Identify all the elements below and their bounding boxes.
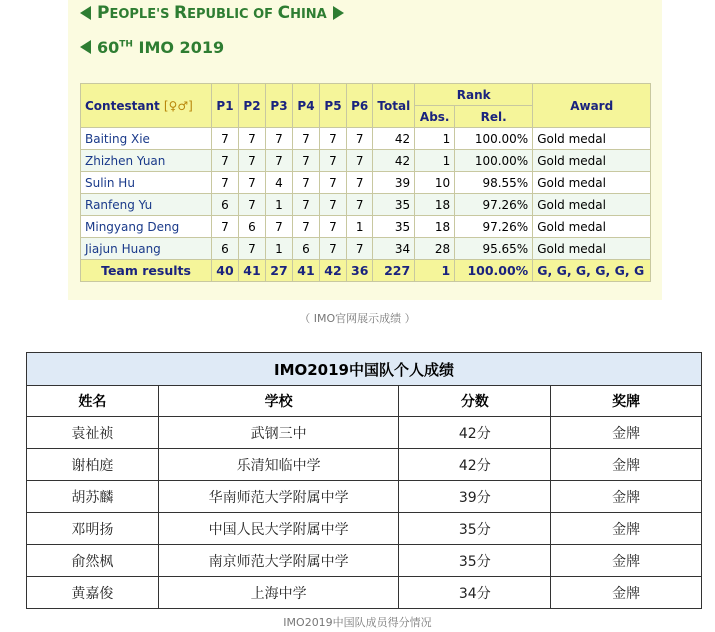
contestant-header[interactable]: Contestant [♀♂]	[81, 84, 212, 128]
score-cell: 1	[266, 194, 293, 216]
team-score-cell: 27	[266, 260, 293, 282]
school-name: 上海中学	[158, 577, 399, 609]
table-row	[27, 449, 702, 481]
imo-results-table	[80, 83, 651, 282]
rel-rank-cell: 95.65%	[455, 238, 533, 260]
table-row	[27, 481, 702, 513]
rank-header: Rank	[415, 84, 533, 106]
total-cell: 42	[373, 150, 415, 172]
score-cell: 6	[239, 216, 266, 238]
score-cell: 6	[212, 238, 239, 260]
score-value: 42分	[399, 417, 551, 449]
medal-column-header: 奖牌	[551, 386, 702, 417]
score-cell: 7	[320, 128, 347, 150]
arrow-left-icon[interactable]	[80, 40, 91, 54]
score-cell: 4	[266, 172, 293, 194]
team-abs-rank-cell: 1	[415, 260, 455, 282]
student-name: 袁祉祯	[27, 417, 159, 449]
score-cell: 7	[266, 128, 293, 150]
student-name: 胡苏麟	[27, 481, 159, 513]
score-value: 42分	[399, 449, 551, 481]
award-header[interactable]: Award	[533, 84, 651, 128]
table-row	[81, 216, 651, 238]
team-total-cell: 227	[373, 260, 415, 282]
p3-header[interactable]: P3	[266, 84, 293, 128]
score-cell: 6	[212, 194, 239, 216]
school-name: 乐清知临中学	[158, 449, 399, 481]
score-value: 39分	[399, 481, 551, 513]
country-nav[interactable]	[80, 2, 344, 24]
student-name: 邓明扬	[27, 513, 159, 545]
p2-header[interactable]: P2	[239, 84, 266, 128]
abs-rank-cell: 28	[415, 238, 455, 260]
student-name: 俞然枫	[27, 545, 159, 577]
score-cell: 7	[239, 238, 266, 260]
score-cell: 7	[266, 150, 293, 172]
table-row	[81, 128, 651, 150]
team-award-cell: G, G, G, G, G, G	[533, 260, 651, 282]
team-score-cell: 36	[347, 260, 373, 282]
medal-value: 金牌	[551, 449, 702, 481]
abs-rank-cell: 18	[415, 216, 455, 238]
score-value: 35分	[399, 545, 551, 577]
rel-rank-header[interactable]: Rel.	[455, 106, 533, 128]
team-results-label: Team results	[81, 260, 212, 282]
score-cell: 7	[266, 216, 293, 238]
rel-rank-cell: 100.00%	[455, 128, 533, 150]
table-row	[27, 545, 702, 577]
arrow-right-icon[interactable]	[333, 6, 344, 20]
rel-rank-cell: 97.26%	[455, 194, 533, 216]
score-value: 35分	[399, 513, 551, 545]
award-cell: Gold medal	[533, 194, 651, 216]
team-score-cell: 41	[239, 260, 266, 282]
team-rel-rank-cell: 100.00%	[455, 260, 533, 282]
school-name: 中国人民大学附属中学	[158, 513, 399, 545]
table-row	[81, 238, 651, 260]
table-row	[27, 417, 702, 449]
rel-rank-cell: 100.00%	[455, 150, 533, 172]
award-cell: Gold medal	[533, 150, 651, 172]
award-cell: Gold medal	[533, 238, 651, 260]
total-cell: 42	[373, 128, 415, 150]
gender-filter[interactable]: [♀♂]	[163, 98, 193, 113]
score-value: 34分	[399, 577, 551, 609]
score-cell: 1	[347, 216, 373, 238]
medal-value: 金牌	[551, 417, 702, 449]
score-cell: 7	[347, 172, 373, 194]
country-title[interactable]: PEOPLE'S REPUBLIC OF CHINA	[97, 3, 327, 23]
score-cell: 7	[239, 150, 266, 172]
score-cell: 7	[293, 172, 320, 194]
score-cell: 7	[320, 194, 347, 216]
score-cell: 6	[293, 238, 320, 260]
score-cell: 7	[239, 128, 266, 150]
team-score-cell: 42	[320, 260, 347, 282]
contestant-name[interactable]: Ranfeng Yu	[81, 194, 212, 216]
total-cell: 34	[373, 238, 415, 260]
medal-value: 金牌	[551, 545, 702, 577]
cn-results-table	[26, 352, 702, 609]
rel-rank-cell: 98.55%	[455, 172, 533, 194]
award-cell: Gold medal	[533, 172, 651, 194]
student-name: 谢柏庭	[27, 449, 159, 481]
score-cell: 7	[239, 194, 266, 216]
medal-value: 金牌	[551, 481, 702, 513]
score-cell: 7	[320, 216, 347, 238]
medal-value: 金牌	[551, 513, 702, 545]
score-cell: 7	[347, 238, 373, 260]
score-cell: 7	[320, 238, 347, 260]
award-cell: Gold medal	[533, 216, 651, 238]
school-name: 南京师范大学附属中学	[158, 545, 399, 577]
team-score-cell: 41	[293, 260, 320, 282]
award-cell: Gold medal	[533, 128, 651, 150]
table-row	[81, 150, 651, 172]
score-cell: 7	[347, 194, 373, 216]
score-cell: 7	[347, 150, 373, 172]
score-cell: 7	[212, 150, 239, 172]
score-cell: 7	[347, 128, 373, 150]
p1-header[interactable]: P1	[212, 84, 239, 128]
abs-rank-cell: 1	[415, 128, 455, 150]
year-nav[interactable]	[80, 36, 224, 58]
abs-rank-cell: 18	[415, 194, 455, 216]
table-row	[27, 577, 702, 609]
score-cell: 1	[266, 238, 293, 260]
cn-table-title: IMO2019中国队个人成绩	[27, 353, 702, 386]
score-cell: 7	[320, 150, 347, 172]
score-cell: 7	[293, 128, 320, 150]
table-row	[81, 194, 651, 216]
team-score-cell: 40	[212, 260, 239, 282]
contestant-name[interactable]: Jiajun Huang	[81, 238, 212, 260]
table-row	[27, 513, 702, 545]
school-name: 武钢三中	[158, 417, 399, 449]
contestant-name[interactable]: Mingyang Deng	[81, 216, 212, 238]
abs-rank-header[interactable]: Abs.	[415, 106, 455, 128]
school-column-header: 学校	[158, 386, 399, 417]
score-cell: 7	[293, 194, 320, 216]
score-cell: 7	[212, 128, 239, 150]
score-cell: 7	[239, 172, 266, 194]
total-header[interactable]: Total	[373, 84, 415, 128]
score-cell: 7	[212, 216, 239, 238]
contestant-name[interactable]: Sulin Hu	[81, 172, 212, 194]
p5-header[interactable]: P5	[320, 84, 347, 128]
imo-table-caption: （ IMO官网展示成绩 ）	[299, 312, 416, 325]
name-column-header: 姓名	[27, 386, 159, 417]
total-cell: 35	[373, 216, 415, 238]
total-cell: 35	[373, 194, 415, 216]
abs-rank-cell: 1	[415, 150, 455, 172]
arrow-left-icon[interactable]	[80, 6, 91, 20]
score-column-header: 分数	[399, 386, 551, 417]
p6-header[interactable]: P6	[347, 84, 373, 128]
medal-value: 金牌	[551, 577, 702, 609]
score-cell: 7	[320, 172, 347, 194]
abs-rank-cell: 10	[415, 172, 455, 194]
school-name: 华南师范大学附属中学	[158, 481, 399, 513]
total-cell: 39	[373, 172, 415, 194]
rel-rank-cell: 97.26%	[455, 216, 533, 238]
cn-table-caption: IMO2019中国队成员得分情况	[283, 616, 432, 629]
table-row	[81, 172, 651, 194]
contestant-name[interactable]: Zhizhen Yuan	[81, 150, 212, 172]
score-cell: 7	[293, 150, 320, 172]
year-title[interactable]: 60TH IMO 2019	[97, 37, 225, 57]
score-cell: 7	[212, 172, 239, 194]
team-results-row	[81, 260, 651, 282]
student-name: 黄嘉俊	[27, 577, 159, 609]
score-cell: 7	[293, 216, 320, 238]
p4-header[interactable]: P4	[293, 84, 320, 128]
contestant-name[interactable]: Baiting Xie	[81, 128, 212, 150]
